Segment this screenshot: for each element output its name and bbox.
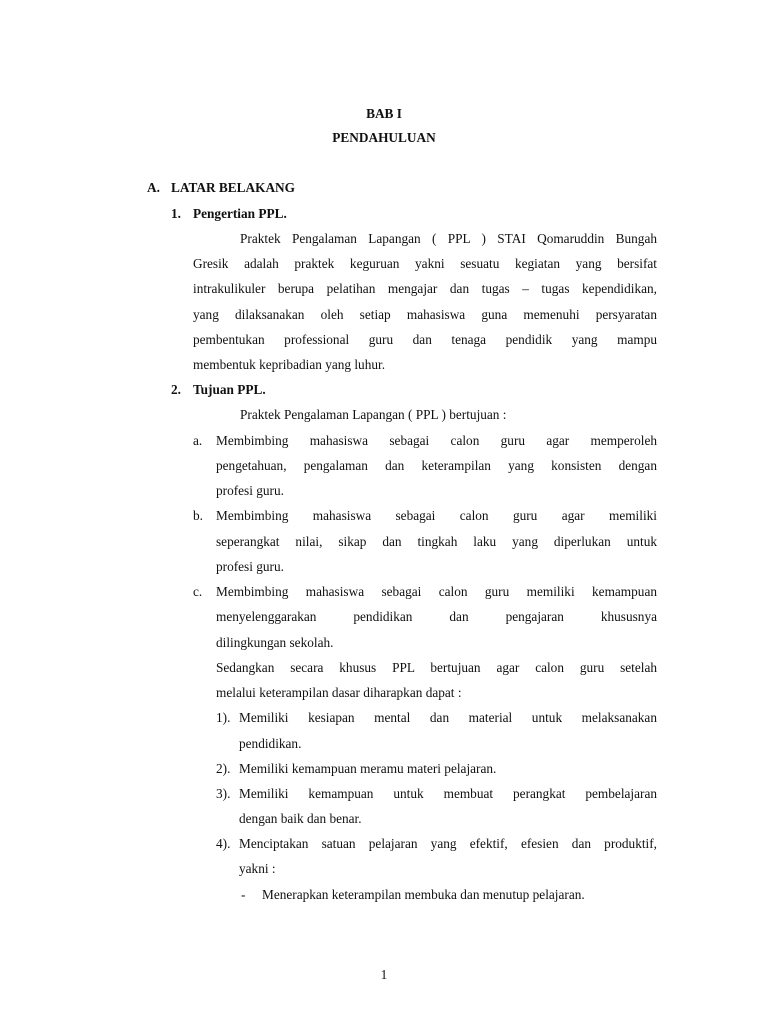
numbered-item-line: Memiliki kemampuan untuk membuat perangkat pembelajaran (239, 786, 657, 801)
list-item-line: profesi guru. (216, 559, 284, 574)
list-item-line: pengetahuan, pengalaman dan keterampilan yang konsisten dengan (216, 458, 657, 473)
list-item-line: Membimbing mahasiswa sebagai calon guru memiliki kemampuan (216, 584, 657, 599)
paragraph-line: Gresik adalah praktek keguruan yakni sesuatu kegiatan yang bersifat (193, 256, 657, 271)
paragraph-line: pembentukan professional guru dan tenaga pendidik yang mampu (193, 332, 657, 347)
numbered-marker: 1). (216, 710, 231, 725)
numbered-item-line: Memiliki kemampuan meramu materi pelajaran. (239, 761, 497, 776)
list-marker: c. (193, 584, 203, 599)
list-item-line: Membimbing mahasiswa sebagai calon guru agar memperoleh (216, 433, 657, 448)
list-item-line: Membimbing mahasiswa sebagai calon guru agar memiliki (216, 508, 657, 523)
paragraph-line: Praktek Pengalaman Lapangan ( PPL ) STAI Qomaruddin Bungah (240, 231, 657, 246)
list-item-line: dilingkungan sekolah. (216, 635, 334, 650)
sub2-marker: 2. (171, 382, 181, 397)
numbered-item-line: pendidikan. (239, 736, 302, 751)
section-a-marker: A. (147, 180, 160, 195)
chapter-title: PENDAHULUAN (332, 130, 436, 145)
dash-item-line: Menerapkan keterampilan membuka dan menutup pelajaran. (262, 887, 585, 902)
numbered-marker: 2). (216, 761, 231, 776)
paragraph-line: Sedangkan secara khusus PPL bertujuan agar calon guru setelah (216, 660, 657, 675)
sub1-title: Pengertian PPL. (193, 206, 287, 221)
list-marker: a. (193, 433, 203, 448)
numbered-item-line: dengan baik dan benar. (239, 811, 362, 826)
chapter-number: BAB I (366, 106, 402, 121)
numbered-marker: 3). (216, 786, 231, 801)
list-marker: b. (193, 508, 203, 523)
paragraph-line: membentuk kepribadian yang luhur. (193, 357, 386, 372)
sub1-marker: 1. (171, 206, 181, 221)
paragraph-line: melalui keterampilan dasar diharapkan dapat : (216, 685, 462, 700)
paragraph-line: intrakulikuler berupa pelatihan mengajar dan tugas – tugas kependidikan, (193, 281, 657, 296)
list-item-line: menyelenggarakan pendidikan dan pengajaran khususnya (216, 609, 657, 624)
numbered-item-line: yakni : (239, 861, 276, 876)
section-a-title: LATAR BELAKANG (171, 180, 295, 195)
list-item-line: seperangkat nilai, sikap dan tingkah laku yang diperlukan untuk (216, 534, 657, 549)
list-item-line: profesi guru. (216, 483, 284, 498)
sub2-title: Tujuan PPL. (193, 382, 266, 397)
sub2-intro: Praktek Pengalaman Lapangan ( PPL ) bertujuan : (240, 407, 507, 422)
page-number: 1 (380, 967, 388, 982)
numbered-marker: 4). (216, 836, 231, 851)
paragraph-line: yang dilaksanakan oleh setiap mahasiswa guna memenuhi persyaratan (193, 307, 657, 322)
numbered-item-line: Menciptakan satuan pelajaran yang efektif, efesien dan produktif, (239, 836, 657, 851)
dash-bullet: - (241, 887, 246, 902)
numbered-item-line: Memiliki kesiapan mental dan material untuk melaksanakan (239, 710, 657, 725)
